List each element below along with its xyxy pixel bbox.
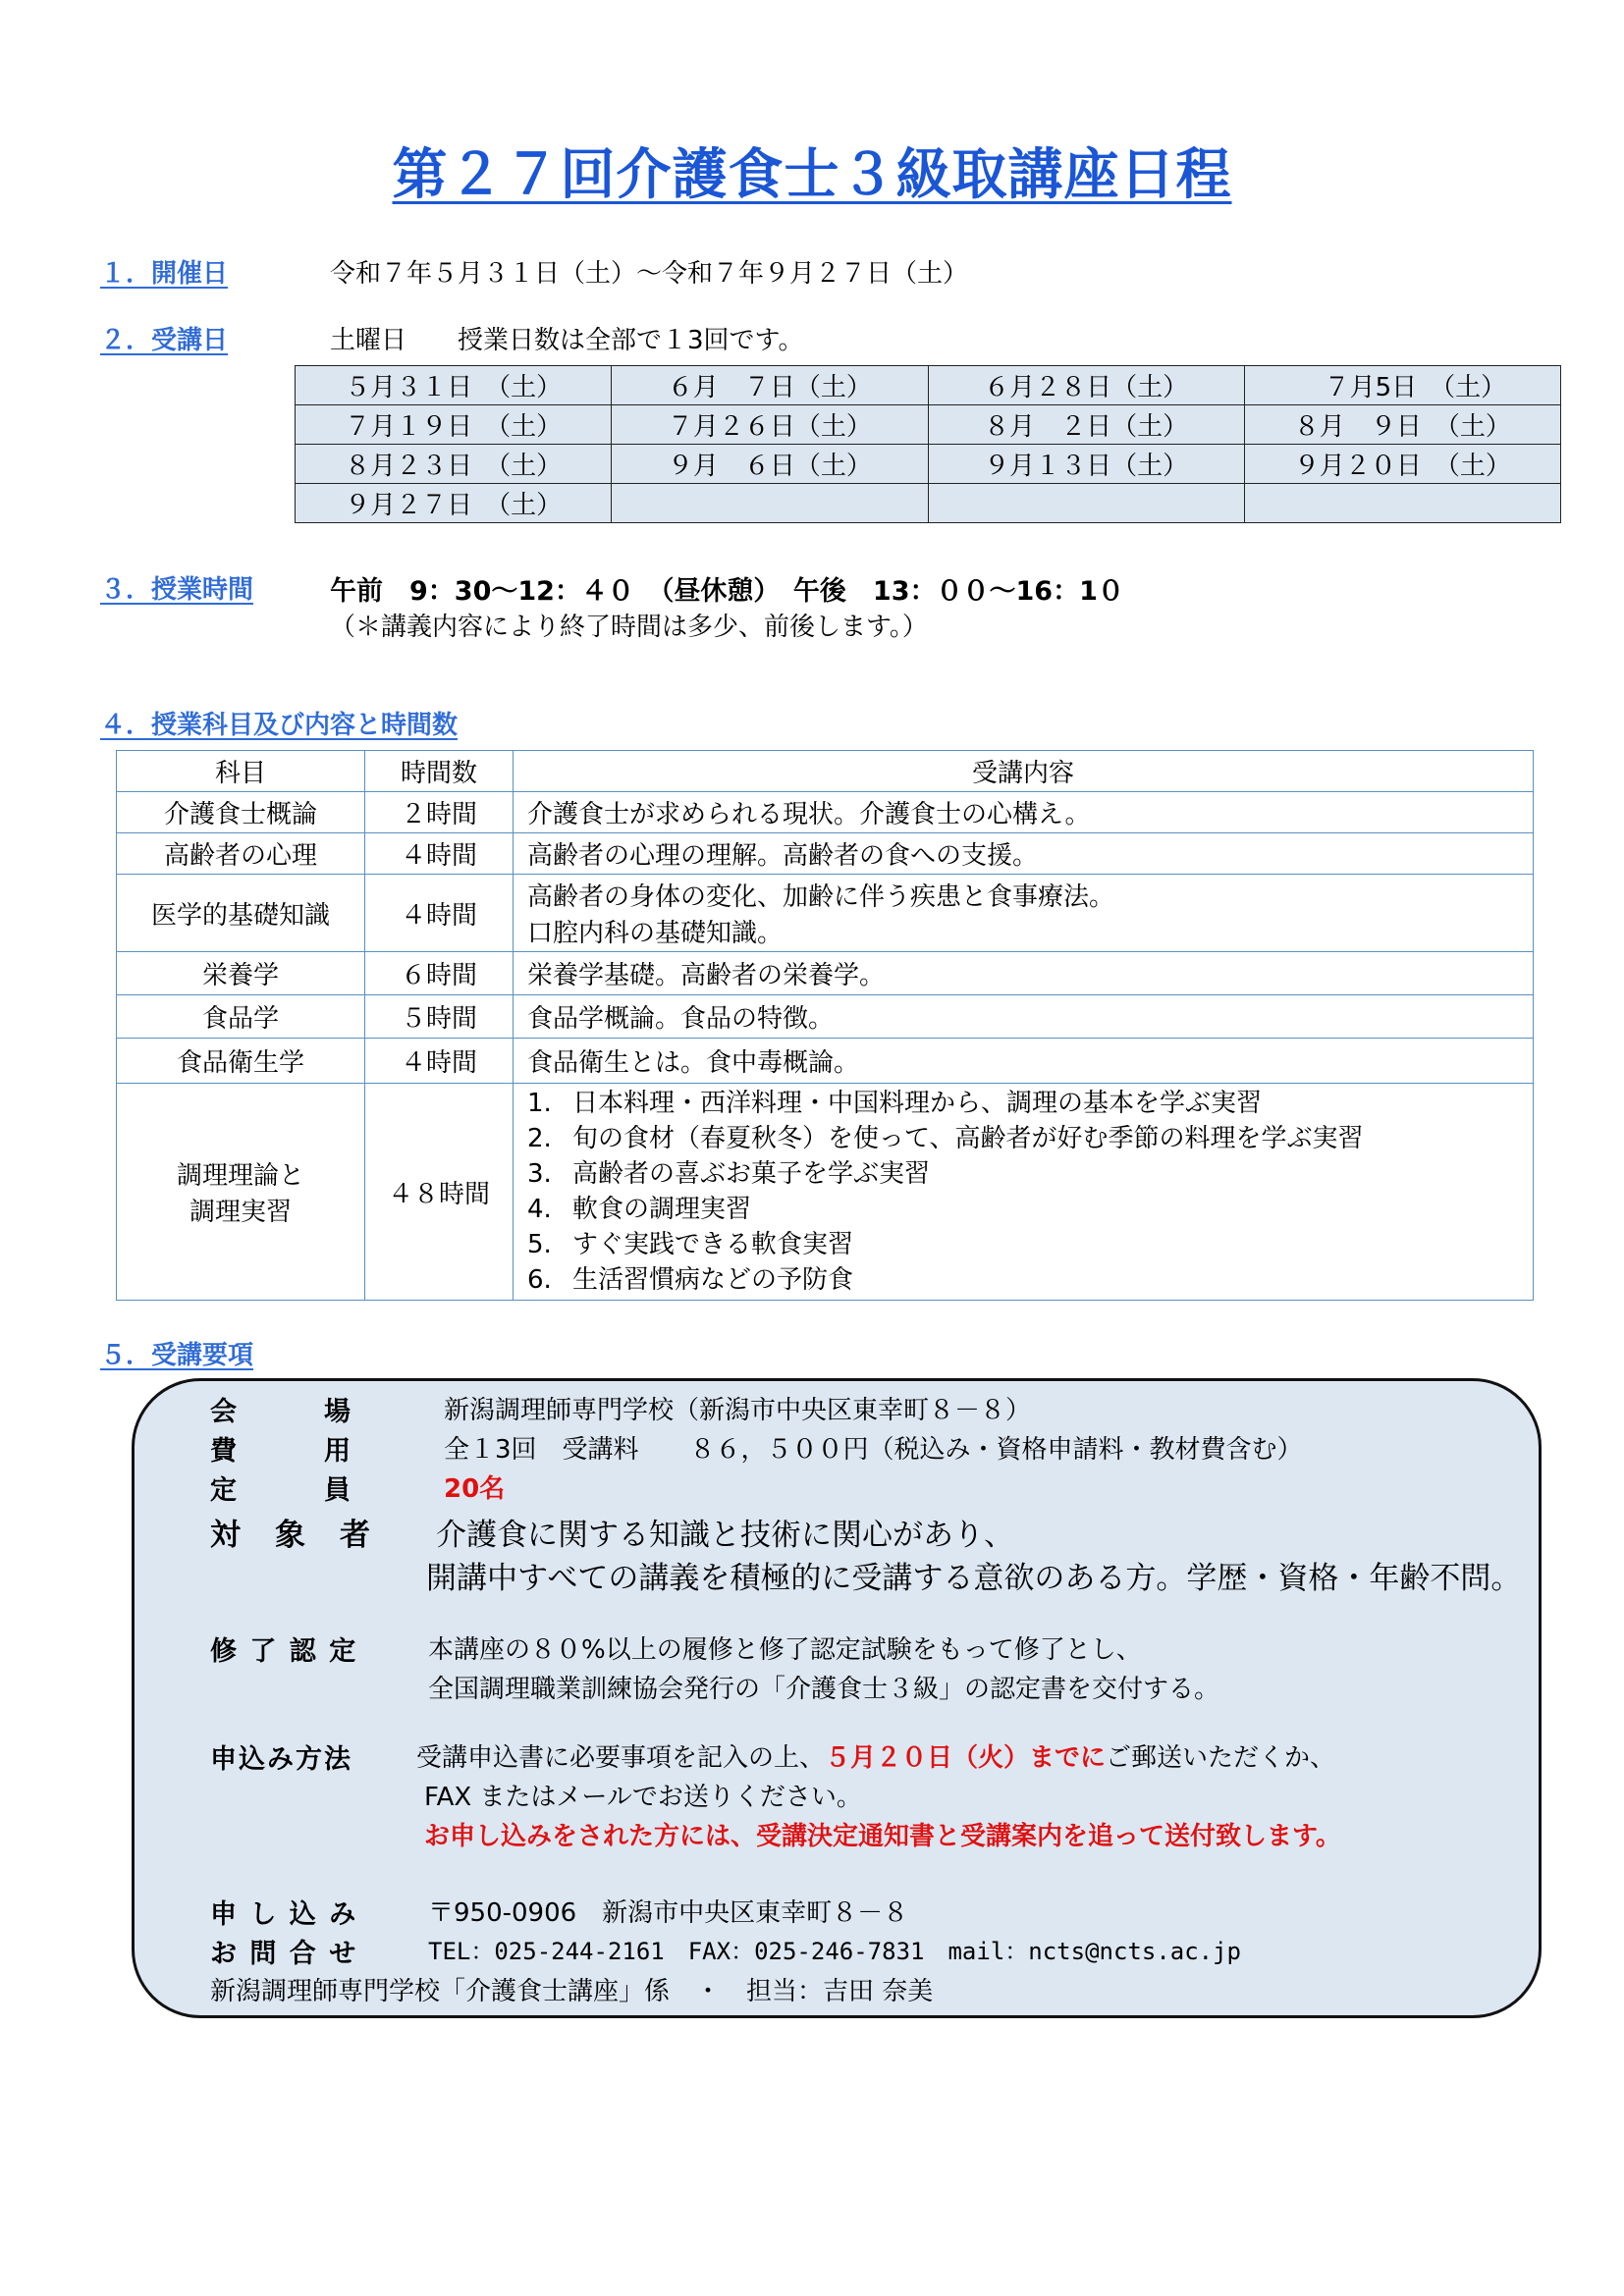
item-text: 高齢者の喜ぶお菓子を学ぶ実習 (572, 1159, 931, 1189)
list-item (527, 1227, 1523, 1262)
hours-cell: ４時間 (365, 833, 514, 875)
section-2-heading: ２．受講日 (100, 326, 229, 355)
content-cell (514, 875, 1534, 952)
application-text: ご郵送いただくか、 (1106, 1743, 1336, 1773)
lecture-dates-table (295, 365, 1561, 523)
page-title: 第２７回介護食士３級取講座日程 (392, 143, 1232, 207)
date-cell (1244, 484, 1560, 523)
subjects-table (116, 750, 1534, 1301)
section-3-heading: ３．授業時間 (100, 575, 254, 605)
table-header-row (117, 751, 1534, 792)
subject-cell: 栄養学 (117, 952, 365, 995)
date-cell: ８月 ２日（土） (928, 405, 1244, 445)
list-item (527, 1192, 1523, 1227)
capacity-label: 定 員 (210, 1475, 352, 1506)
venue-value: 新潟調理師専門学校（新潟市中央区東幸町８－８） (444, 1396, 1032, 1425)
content-cell: 高齢者の心理の理解。高齢者の食への支援。 (514, 833, 1534, 875)
table-row (117, 792, 1534, 833)
date-cell (928, 484, 1244, 523)
subject-cell: 高齢者の心理 (117, 833, 365, 875)
subject-cell: 食品学 (117, 995, 365, 1039)
list-item (527, 1086, 1523, 1121)
hours-cell: ４時間 (365, 1039, 514, 1084)
application-line-2: FAX またはメールでお送りください。 (424, 1783, 862, 1812)
application-notice: お申し込みをされた方には、受講決定通知書と受講案内を追って送付致します。 (424, 1822, 1341, 1851)
section-4-heading: ４．授業科目及び内容と時間数 (100, 711, 459, 740)
content-line: 口腔内科の基礎知識。 (527, 919, 784, 948)
event-dates: 令和７年５月３１日（土）～令和７年９月２７日（土） (330, 259, 969, 289)
column-header: 時間数 (365, 751, 514, 792)
column-header: 科目 (117, 751, 365, 792)
hours-cell: ６時間 (365, 952, 514, 995)
target-label: 対 象 者 (210, 1518, 372, 1553)
table-row (117, 875, 1534, 952)
content-cell: 介護食士が求められる現状。介護食士の心構え。 (514, 792, 1534, 833)
table-row (117, 1084, 1534, 1301)
certification-line-1: 本講座の８０%以上の履修と修了認定試験をもって修了とし、 (428, 1635, 1142, 1665)
item-number: 1. (527, 1089, 552, 1118)
date-cell: ７月5日 （土） (1244, 366, 1560, 405)
date-cell (612, 484, 928, 523)
date-cell: ９月１３日（土） (928, 445, 1244, 484)
certification-label: 修 了 認 定 (210, 1636, 358, 1667)
application-text: 受講申込書に必要事項を記入の上、 (416, 1743, 826, 1773)
subject-cell: 食品衛生学 (117, 1039, 365, 1084)
contact-label: お 問 合 せ (210, 1939, 358, 1969)
table-row (117, 833, 1534, 875)
content-line: 高齢者の身体の変化、加齢に伴う疾患と食事療法。 (527, 882, 1115, 912)
subject-cell: 介護食士概論 (117, 792, 365, 833)
item-number: 6. (527, 1265, 552, 1295)
item-text: 軟食の調理実習 (572, 1195, 752, 1224)
application-method-label: 申込み方法 (210, 1744, 352, 1775)
target-line-1: 介護食に関する知識と技術に関心があり、 (436, 1518, 1014, 1553)
item-text: 日本料理・西洋料理・中国料理から、調理の基本を学ぶ実習 (572, 1089, 1263, 1118)
table-row (117, 1039, 1534, 1084)
item-number: 2. (527, 1124, 552, 1153)
item-number: 3. (527, 1159, 552, 1189)
target-line-2: 開講中すべての講義を積極的に受講する意欲のある方。学歴・資格・年齢不問。 (426, 1561, 1522, 1596)
class-hours: 午前 9：30～12：４０ （昼休憩） 午後 13：００～16：1０ (330, 576, 1124, 607)
date-cell: ８月 ９日 （土） (1244, 405, 1560, 445)
contact-value: TEL：025-244-2161 FAX：025-246-7831 mail：ncts@ncts.ac.jp (428, 1938, 1242, 1965)
date-cell: ９月２０日 （土） (1244, 445, 1560, 484)
content-cell (514, 1084, 1534, 1301)
content-cell: 栄養学基礎。高齢者の栄養学。 (514, 952, 1534, 995)
address-value: 〒950-0906 新潟市中央区東幸町８－８ (428, 1898, 909, 1928)
list-item (527, 1262, 1523, 1298)
hours-cell: ４８時間 (365, 1084, 514, 1301)
date-cell: ５月３１日 （土） (296, 366, 612, 405)
cooking-items-list (527, 1086, 1523, 1298)
table-row (296, 366, 1561, 405)
subject-line: 調理理論と (176, 1161, 304, 1191)
item-number: 5. (527, 1230, 552, 1259)
item-text: すぐ実践できる軟食実習 (572, 1230, 854, 1259)
capacity-value: 20名 (444, 1474, 506, 1504)
table-row (117, 995, 1534, 1039)
hours-cell: ４時間 (365, 875, 514, 952)
hours-cell: ５時間 (365, 995, 514, 1039)
column-header: 受講内容 (514, 751, 1534, 792)
section-1-heading: １．開催日 (100, 259, 229, 289)
date-cell: ８月２３日 （土） (296, 445, 612, 484)
date-cell: ９月２７日 （土） (296, 484, 612, 523)
class-hours-note: （＊講義内容により終了時間は多少、前後します。） (330, 613, 928, 642)
item-text: 旬の食材（春夏秋冬）を使って、高齢者が好む季節の料理を学ぶ実習 (572, 1124, 1364, 1153)
hours-cell: ２時間 (365, 792, 514, 833)
date-cell: ７月１９日 （土） (296, 405, 612, 445)
item-number: 4. (527, 1195, 552, 1224)
list-item (527, 1156, 1523, 1192)
certification-line-2: 全国調理職業訓練協会発行の「介護食士３級」の認定書を交付する。 (428, 1675, 1220, 1704)
table-row (296, 445, 1561, 484)
application-line-1 (416, 1737, 1335, 1774)
date-cell: ９月 ６日（土） (612, 445, 928, 484)
subject-line: 調理実習 (189, 1198, 292, 1227)
lecture-days-text: 土曜日 授業日数は全部で１3回です。 (330, 326, 804, 355)
contact-footer: 新潟調理師専門学校「介護食士講座」係 ・ 担当：吉田 奈美 (210, 1977, 934, 2006)
table-row (117, 952, 1534, 995)
application-deadline: ５月２０日（火）までに (825, 1743, 1107, 1773)
address-label: 申 し 込 み (210, 1899, 358, 1930)
section-5-heading: ５．受講要項 (100, 1341, 254, 1370)
subject-cell (117, 1084, 365, 1301)
venue-label: 会 場 (210, 1397, 352, 1427)
subject-cell: 医学的基礎知識 (117, 875, 365, 952)
fee-value: 全１3回 受講料 ８６，５００円（税込み・資格申請料・教材費含む） (444, 1435, 1303, 1465)
content-cell: 食品学概論。食品の特徴。 (514, 995, 1534, 1039)
table-row (296, 405, 1561, 445)
table-row (296, 484, 1561, 523)
date-cell: ６月 ７日（土） (612, 366, 928, 405)
date-cell: ７月２６日（土） (612, 405, 928, 445)
date-cell: ６月２８日（土） (928, 366, 1244, 405)
content-cell: 食品衛生とは。食中毒概論。 (514, 1039, 1534, 1084)
list-item (527, 1121, 1523, 1156)
item-text: 生活習慣病などの予防食 (572, 1265, 854, 1295)
fee-label: 費 用 (210, 1436, 352, 1467)
